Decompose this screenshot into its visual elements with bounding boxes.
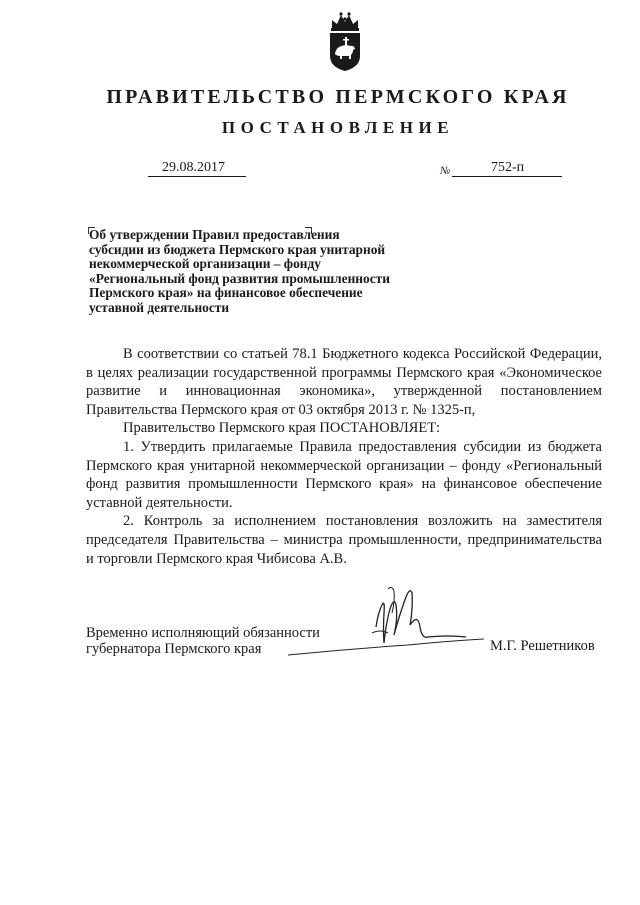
number-underline [452,176,562,177]
subject-line: «Региональный фонд развития промышленности [89,270,390,286]
date-underline [148,176,246,177]
document-body [86,345,602,568]
coat-of-arms-emblem [326,10,364,72]
body-paragraph-item-1: 1. Утвердить прилагаемые Правила предоставления субсидии из бюджета Пермского края унитарной некоммерческой организации – фонду «Региональный фонд развития промышленности Пермского края» на финансовое обеспечение уставной деятельности. [86,438,602,511]
number-sign: № [440,165,451,177]
handwritten-signature [288,583,488,661]
body-paragraph-item-2: 2. Контроль за исполнением постановления возложить на заместителя председателя Правительства – министра промышленности, предпринимательства и торговли Пермского края Чибисова А.В. [86,513,602,567]
body-paragraph-resolution: Правительство Пермского края ПОСТАНОВЛЯЕТ: [123,420,441,437]
document-type: ПОСТАНОВЛЕНИЕ [221,118,455,137]
subject-line: Об утверждении Правил предоставления [89,227,340,242]
signatory-role [86,625,320,657]
subject-line: субсидии из бюджета Пермского края унитарной [89,241,386,257]
signatory-role-line: Временно исполняющий обязанности [86,625,320,641]
signatory-name: М.Г. Решетников [490,638,595,654]
subject-line: некоммерческой организации – фонду [89,256,321,272]
signatory-role-line: губернатора Пермского края [86,641,262,657]
body-paragraph-preamble: В соответствии со статьей 78.1 Бюджетного кодекса Российской Федерации, в целях реализации государственной программы Пермского края «Экономическое развитие и инновационная экономика», утвержденной постановлением Правительства Пермского края от 03 октября 2013 г. № 1325-п, [86,346,602,418]
document-date: 29.08.2017 [162,160,225,175]
subject-line: Пермского края» на финансовое обеспечение [89,285,363,301]
document-number: 752-п [491,160,525,175]
document-subject [89,227,390,316]
organization-title: ПРАВИТЕЛЬСТВО ПЕРМСКОГО КРАЯ [106,86,570,108]
subject-line: уставной деятельности [89,299,230,315]
